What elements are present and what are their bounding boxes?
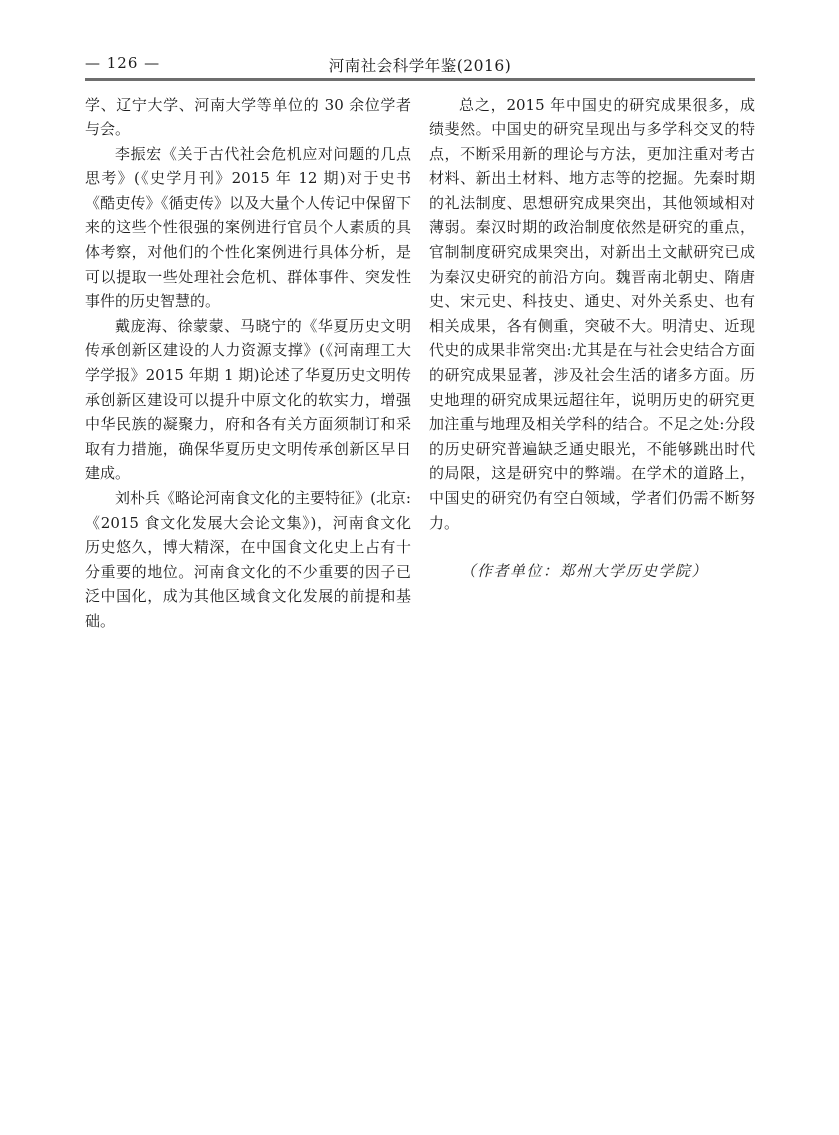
- page-header: [85, 54, 755, 75]
- paragraph: 戴庞海、徐蒙蒙、马晓宁的《华夏历史文明传承创新区建设的人力资源支撑》(《河南理工大学学报》2015 年期 1 期)论述了华夏历史文明传承创新区建设可以提升中原文化的软实力，增强中华民族的凝聚力，府和各有关方面须制订和采取有力措施，确保华夏历史文明传承创新区早日建成。: [85, 316, 411, 483]
- journal-title: 河南社会科学年鉴(2016): [328, 57, 512, 75]
- left-column: [85, 93, 411, 634]
- paragraph: 李振宏《关于古代社会危机应对问题的几点思考》(《史学月刊》2015 年 12 期)对于史书《酷吏传》《循吏传》以及大量个人传记中保留下来的这些个性很强的案例进行官员个人素质的具体考察，对他们的个性化案例进行具体分析，是可以提取一些处理社会危机、群体事件、突发性事件的历史智慧的。: [85, 144, 411, 311]
- text-columns: [85, 93, 755, 634]
- page-number: — 126 —: [85, 54, 161, 72]
- paragraph: 总之，2015 年中国史的研究成果很多，成绩斐然。中国史的研究呈现出与多学科交叉的特点，不断采用新的理论与方法，更加注重对考古材料、新出土材料、地方志等的挖掘。先秦时期的礼法制度、思想研究成果突出，其他领域相对薄弱。秦汉时期的政治制度依然是研究的重点，官制制度研究成果突出，对新出土文献研究已成为秦汉史研究的前沿方向。魏晋南北朝史、隋唐史、宋元史、科技史、通史、对外关系史、也有相关成果，各有侧重，突破不大。明清史、近现代史的成果非常突出:尤其是在与社会史结合方面的研究成果显著，涉及社会生活的诸多方面。历史地理的研究成果远超往年，说明历史的研究更加注重与地理及相关学科的结合。不足之处:分段的历史研究普遍缺乏通史眼光，不能够跳出时代的局限，这是研究中的弊端。在学术的道路上，中国史的研究仍有空白领域，学者们仍需不断努力。: [429, 95, 755, 532]
- right-column: [429, 93, 755, 634]
- paragraph: 刘朴兵《略论河南食文化的主要特征》(北京:《2015 食文化发展大会论文集》)，河南食文化历史悠久，博大精深，在中国食文化史上占有十分重要的地位。河南食文化的不少重要的因子已泛中国化，成为其他区域食文化发展的前提和基础。: [85, 489, 411, 630]
- author-affiliation-note: （作者单位：郑州大学历史学院）: [460, 562, 709, 581]
- right-column-paragraphs: [429, 93, 755, 536]
- page-content: [85, 54, 755, 634]
- paragraph: 学、辽宁大学、河南大学等单位的 30 余位学者与会。: [85, 95, 411, 139]
- header-divider: [85, 78, 755, 81]
